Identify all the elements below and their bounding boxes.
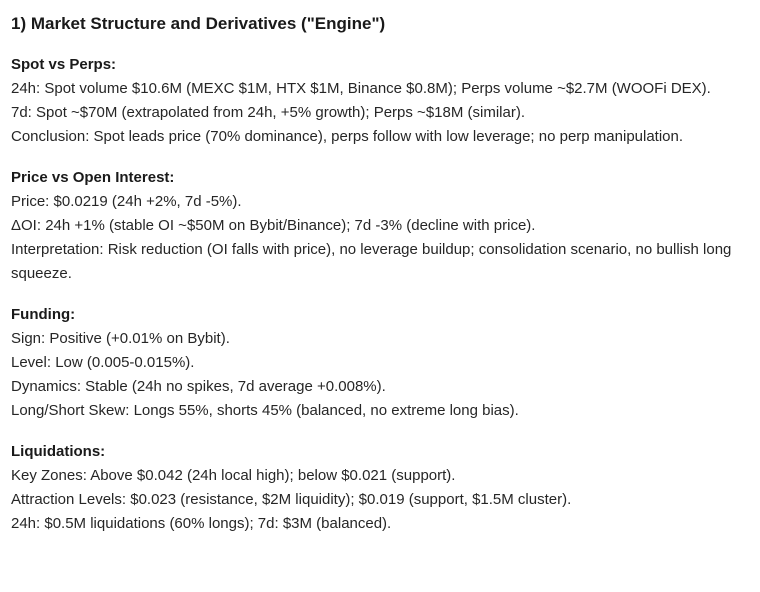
spot-vs-perps-conclusion-line: Conclusion: Spot leads price (70% dominance), perps follow with low leverage; no perp manipulation. [11,128,684,145]
liquidations-summary-line: 24h: $0.5M liquidations (60% longs); 7d: $3M (balanced). [11,515,392,532]
funding-dynamics-line: Dynamics: Stable (24h no spikes, 7d average +0.008%). [11,378,386,395]
section-title: 1) Market Structure and Derivatives ("Engine") [11,14,386,33]
funding-sign-line: Sign: Positive (+0.01% on Bybit). [11,330,230,347]
key-zones-line: Key Zones: Above $0.042 (24h local high); below $0.021 (support). [11,467,456,484]
long-short-skew-line: Long/Short Skew: Longs 55%, shorts 45% (balanced, no extreme long bias). [11,402,519,419]
funding-heading: Funding: [11,306,76,323]
delta-oi-line: ΔOI: 24h +1% (stable OI ~$50M on Bybit/Binance); 7d -3% (decline with price). [11,217,536,234]
spot-vs-perps-heading: Spot vs Perps: [11,56,117,73]
spot-vs-perps-block [11,53,746,149]
attraction-levels-line: Attraction Levels: $0.023 (resistance, $2M liquidity); $0.019 (support, $1.5M cluster). [11,491,572,508]
price-vs-oi-heading: Price vs Open Interest: [11,169,175,186]
interpretation-line: Interpretation: Risk reduction (OI falls with price), no leverage buildup; consolidation scenario, no bullish long squeeze. [11,241,732,282]
price-vs-oi-block [11,166,746,286]
spot-vs-perps-7d-line: 7d: Spot ~$70M (extrapolated from 24h, +5% growth); Perps ~$18M (similar). [11,104,525,121]
liquidations-block [11,440,746,536]
funding-block [11,303,746,423]
price-line: Price: $0.0219 (24h +2%, 7d -5%). [11,193,242,210]
funding-level-line: Level: Low (0.005-0.015%). [11,354,195,371]
spot-vs-perps-24h-line: 24h: Spot volume $10.6M (MEXC $1M, HTX $1M, Binance $0.8M); Perps volume ~$2.7M (WOOFi DEX). [11,80,711,97]
liquidations-heading: Liquidations: [11,443,106,460]
